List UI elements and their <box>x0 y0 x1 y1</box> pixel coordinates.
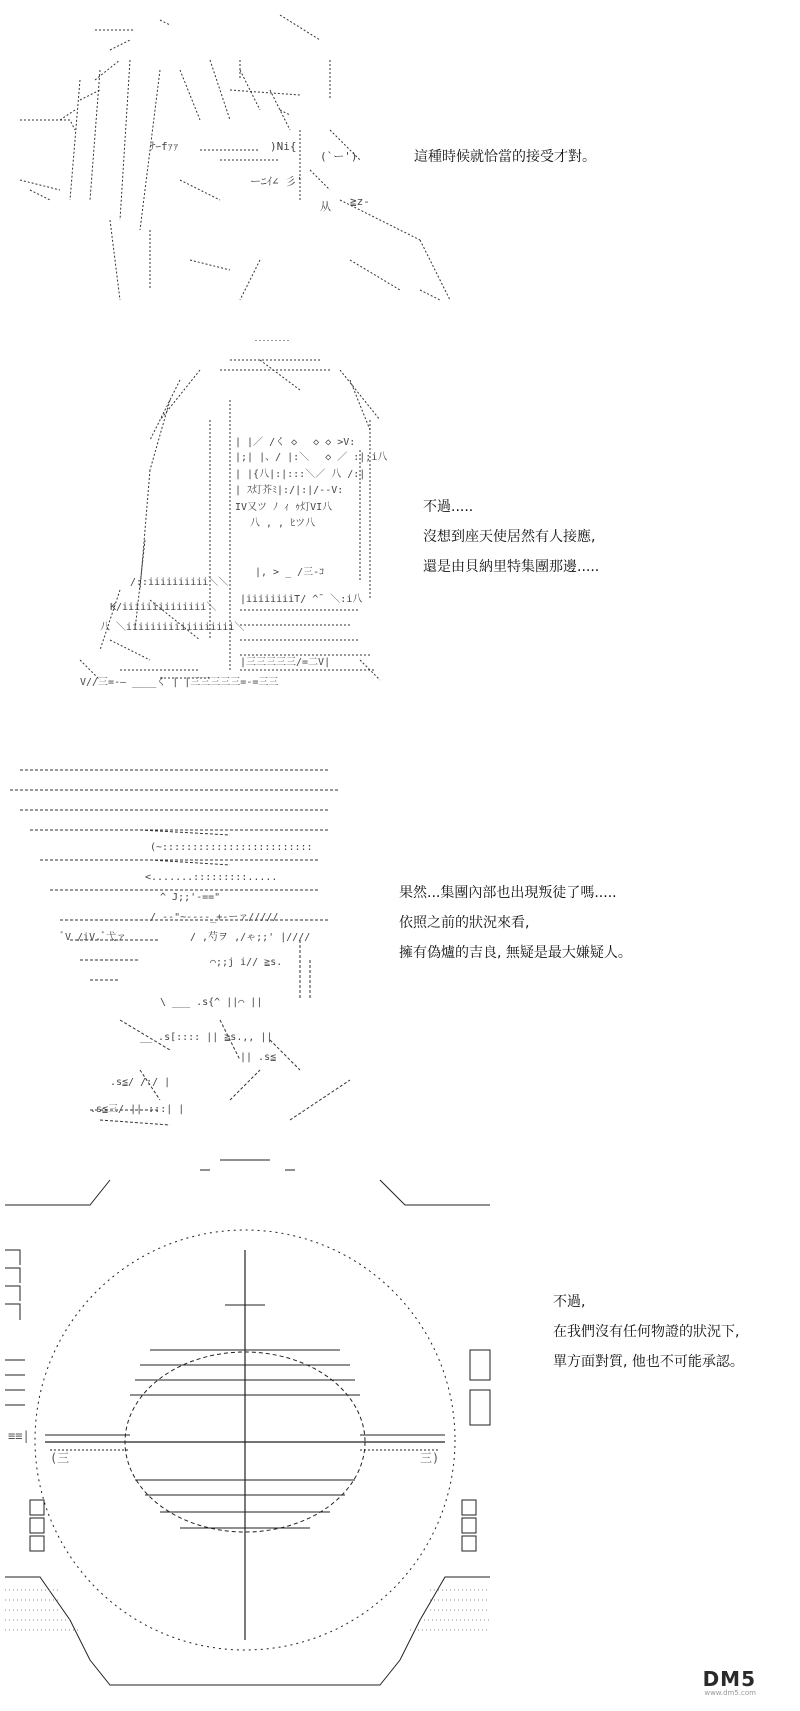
dialogue-text-4 <box>553 1295 744 1369</box>
svg-text:/::iiiiiiiiii＼＼: /::iiiiiiiiii＼＼ <box>130 577 229 588</box>
svg-text:|, > _ /三-ｺ: |, > _ /三-ｺ <box>255 567 325 578</box>
ascii-art-scope-reticle <box>0 1140 800 1711</box>
svg-text:ﾞV /iV.ﾞ弋ァ: ﾞV /iV.ﾞ弋ァ <box>60 932 127 943</box>
svg-text:.s≦/ /:/ |: .s≦/ /:/ | <box>110 1077 171 1088</box>
dialogue-line: 在我們沒有任何物證的狀況下, <box>553 1324 740 1340</box>
svg-text:.s≦三/ || :::| |: .s≦三/ || :::| | <box>90 1104 185 1115</box>
svg-text:(~:::::::::::::::::::::::::: (~::::::::::::::::::::::::: <box>150 842 313 853</box>
svg-text:ーﾆｲ∠ 彡': ーﾆｲ∠ 彡' <box>250 175 303 188</box>
svg-text:≧z-: ≧z- <box>350 195 370 208</box>
svg-text:从: 从 <box>320 200 331 213</box>
svg-text:| |{八|:|:::＼／ 八 /:|: | |{八|:|:::＼／ 八 /:| <box>235 469 366 480</box>
panel-3 <box>0 740 800 1140</box>
svg-text:<.......:::::::::.....: <.......:::::::::..... <box>145 872 278 883</box>
svg-text:三): 三) <box>420 1451 440 1465</box>
dialogue-line: 不過..... <box>423 499 474 515</box>
svg-text:≡≡|: ≡≡| <box>8 1429 30 1443</box>
svg-text:V//三=-— ____く | |三三三三三=-=三: V//三=-— ____く | |三三三三三=-=三三 <box>80 677 279 688</box>
svg-text:八 ＼iiiiiiiiiiiiiiiiii＼: 八 ＼iiiiiiiiiiiiiiiiii＼ <box>100 622 245 633</box>
svg-text:/ ,芍ヲ ,/ゃ;;' |////: / ,芍ヲ ,/ゃ;;' |//// <box>190 932 311 943</box>
dialogue-text-3 <box>399 886 632 960</box>
panel-1 <box>0 0 800 340</box>
svg-text:|| .s≦: || .s≦ <box>240 1052 277 1063</box>
svg-text:__ .s[:::: || ≧s.,, ||: __ .s[:::: || ≧s.,, || <box>140 1032 273 1043</box>
dialogue-text-1 <box>414 150 596 164</box>
svg-text:/ --"~----_+-ーァ/////: / --"~----_+-ーァ///// <box>150 912 279 923</box>
svg-text:| ｽ灯芥ﾐ|:/|:|/--V:: | ｽ灯芥ﾐ|:/|:|/--V: <box>235 485 344 496</box>
svg-text:八 , , ﾋツ八: 八 , , ﾋツ八 <box>250 518 316 529</box>
svg-text:| |／ /く ◇ ◇ ◇ >V:: | |／ /く ◇ ◇ ◇ >V: <box>235 437 356 448</box>
panel-2 <box>0 340 800 740</box>
dialogue-line: 單方面對質, 他也不可能承認。 <box>553 1354 744 1370</box>
svg-text:|iiiiiiiiT/ ^¯ ＼:i八: |iiiiiiiiT/ ^¯ ＼:i八 <box>240 594 363 605</box>
svg-text:|;| |、/ |:＼ ◇ ／ :|;i八: |;| |、/ |:＼ ◇ ／ :|;i八 <box>235 452 388 463</box>
svg-text:^ J;;'-==": ^ J;;'-==" <box>160 892 221 903</box>
watermark-url: www.dm5.com <box>704 1689 756 1697</box>
dialogue-line: 沒想到座天使居然有人接應, <box>423 529 596 545</box>
svg-text:ﾅｰfｧｧ: ﾅｰfｧｧ <box>150 140 179 153</box>
site-watermark <box>703 1667 756 1697</box>
svg-text:|三三三三三/=二V|: |三三三三三/=二V| <box>240 657 331 668</box>
svg-text:K/iiiiiiiiiiiiii＼: K/iiiiiiiiiiiiii＼ <box>110 602 217 613</box>
svg-text:)Ni{: )Ni{ <box>270 140 297 153</box>
dialogue-text-2 <box>423 500 599 574</box>
svg-text:(三: (三 <box>50 1451 70 1465</box>
svg-text:⌒;;j i// ≧s.: ⌒;;j i// ≧s. <box>210 957 283 968</box>
ascii-art-character-1 <box>0 0 800 340</box>
watermark-logo: DM5 <box>702 1667 756 1691</box>
dialogue-line: 擁有偽爐的吉良, 無疑是最大嫌疑人。 <box>399 945 632 961</box>
svg-text:IV又ツ ﾉ ｨ ｩ灯VI八: IV又ツ ﾉ ｨ ｩ灯VI八 <box>235 502 333 513</box>
ascii-art-character-2 <box>0 340 800 740</box>
svg-text:\ ___ .s{^ ||⌒ ||: \ ___ .s{^ ||⌒ || <box>160 997 263 1008</box>
dialogue-line: 不過, <box>553 1294 586 1310</box>
dialogue-line: 依照之前的狀況來看, <box>399 915 530 931</box>
dialogue-line: 還是由貝納里特集團那邊..... <box>423 559 600 575</box>
dialogue-line: 這種時候就恰當的接受才對。 <box>414 149 596 165</box>
dialogue-line: 果然...集團內部也出現叛徒了嗎..... <box>399 885 617 901</box>
panel-4 <box>0 1140 800 1711</box>
svg-text:(`ー'): (`ー') <box>320 150 358 163</box>
